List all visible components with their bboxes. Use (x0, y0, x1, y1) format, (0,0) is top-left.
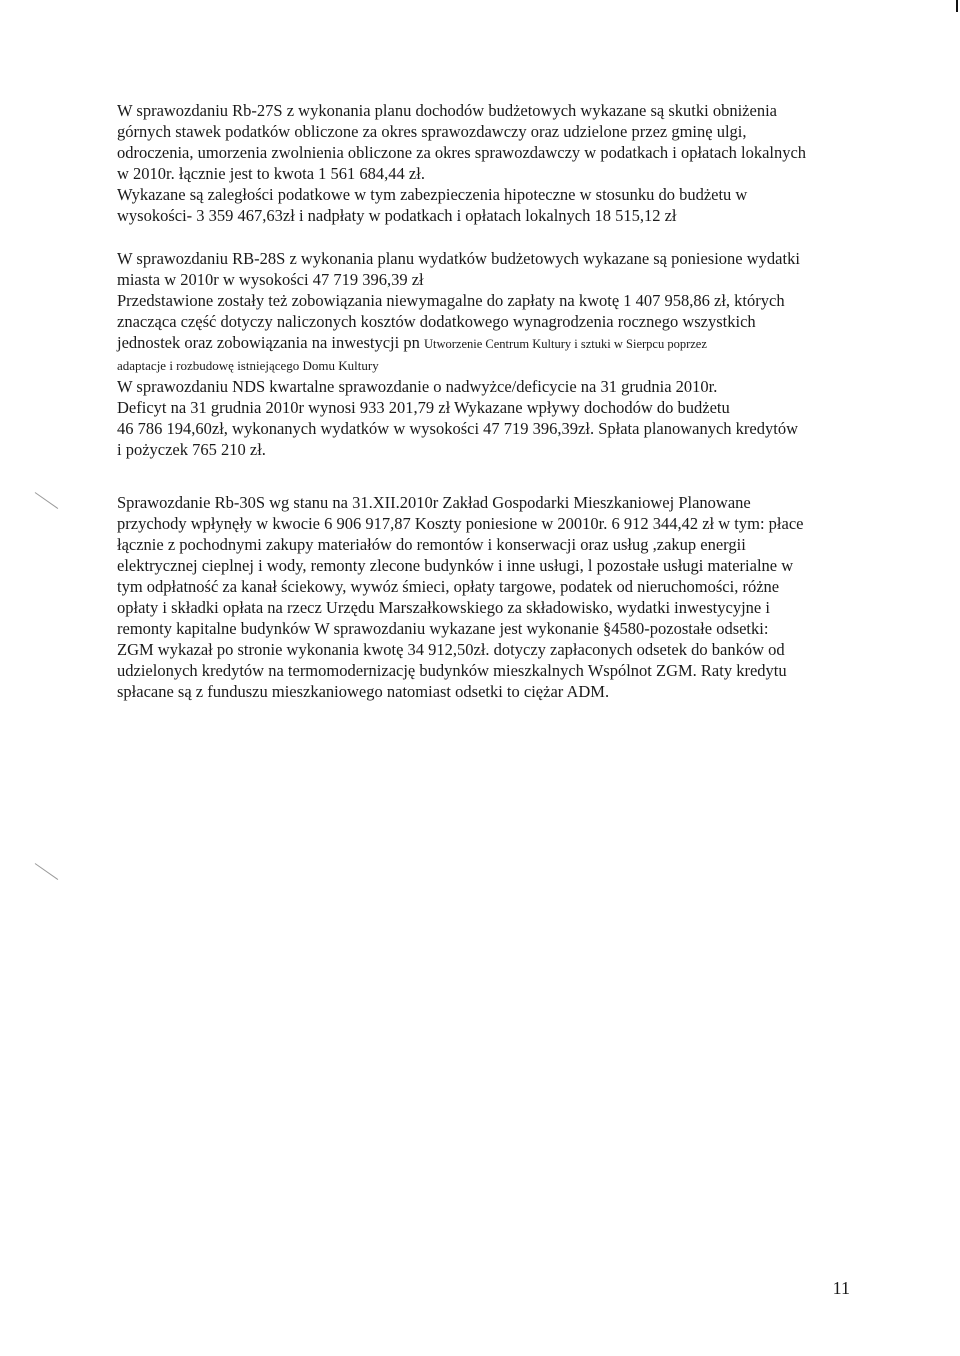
paragraph-rb27s (117, 100, 841, 226)
text-line: opłaty i składki opłata na rzecz Urzędu Marszałkowskiego za składowisko, wydatki inwestycyjne i (117, 598, 770, 617)
text-line: Deficyt na 31 grudnia 2010r wynosi 933 201,79 zł Wykazane wpływy dochodów do budżetu (117, 398, 730, 417)
paragraph-rb30s (117, 492, 841, 702)
text-line: przychody wpłynęły w kwocie 6 906 917,87 Koszty poniesione w 20010r. 6 912 344,42 zł w tym: płace (117, 514, 804, 533)
text-line: 46 786 194,60zł, wykonanych wydatków w wysokości 47 719 396,39zł. Spłata planowanych kredytów (117, 419, 798, 438)
text-line: górnych stawek podatków obliczone za okres sprawozdawczy oraz udzielone przez gminę ulgi, (117, 122, 747, 141)
text-line: odroczenia, umorzenia zwolnienia obliczone za okres sprawozdawczy w podatkach i opłatach lokalnych (117, 143, 807, 162)
text-line: W sprawozdaniu RB-28S z wykonania planu wydatków budżetowych wykazane są poniesione wydatki (117, 249, 800, 268)
text-line: remonty kapitalne budynków W sprawozdaniu wykazane jest wykonanie §4580-pozostałe odsetki: (117, 619, 769, 638)
scan-mark (35, 863, 59, 880)
text-line: W sprawozdaniu NDS kwartalne sprawozdanie o nadwyżce/deficycie na 31 grudnia 2010r. (117, 377, 718, 396)
text-line: łącznie z pochodnymi zakupy materiałów do remontów i konserwacji oraz usług ,zakup energii (117, 535, 746, 554)
text-line: i pożyczek 765 210 zł. (117, 440, 266, 459)
paragraph-rb28s (117, 248, 841, 460)
text-line: udzielonych kredytów na termomodernizację budynków mieszkalnych Wspólnot ZGM. Raty kredytu (117, 661, 787, 680)
text-line: miasta w 2010r w wysokości 47 719 396,39 zł (117, 270, 424, 289)
text-line: znacząca część dotyczy naliczonych kosztów dodatkowego wynagrodzenia rocznego wszystkich (117, 312, 756, 331)
text-line: Przedstawione zostały też zobowiązania niewymagalne do zapłaty na kwotę 1 407 958,86 zł, których (117, 291, 785, 310)
text-line: wysokości- 3 359 467,63zł i nadpłaty w podatkach i opłatach lokalnych 18 515,12 zł (117, 206, 677, 225)
text-run: jednostek oraz zobowiązania na inwestycji pn (117, 333, 420, 352)
text-line: spłacane są z funduszu mieszkaniowego natomiast odsetki to ciężar ADM. (117, 682, 610, 701)
text-line: W sprawozdaniu Rb-27S z wykonania planu dochodów budżetowych wykazane są skutki obniżenia (117, 101, 777, 120)
small-text-run: Utworzenie Centrum Kultury i sztuki w Sierpcu poprzez (423, 337, 707, 351)
page-number: 11 (832, 1278, 850, 1298)
scan-mark (35, 492, 59, 509)
text-line: elektrycznej cieplnej i wody, remonty zlecone budynków i inne usługi, l pozostałe usługi materialne w (117, 556, 794, 575)
text-line: tym odpłatność za kanał ściekowy, wywóz śmieci, opłaty targowe, podatek od nieruchomości, różne (117, 577, 780, 596)
text-line: Wykazane są zaległości podatkowe w tym zabezpieczenia hipoteczne w stosunku do budżetu w (117, 185, 748, 204)
scan-edge-mark (956, 0, 958, 12)
text-line: ZGM wykazał po stronie wykonania kwotę 34 912,50zł. dotyczy zapłaconych odsetek do banków od (117, 640, 785, 659)
text-line: Sprawozdanie Rb-30S wg stanu na 31.XII.2010r Zakład Gospodarki Mieszkaniowej Planowane (117, 493, 751, 512)
text-line: w 2010r. łącznie jest to kwota 1 561 684,44 zł. (117, 164, 425, 183)
small-text-line: adaptacje i rozbudowę istniejącego Domu Kultury (117, 358, 379, 373)
text-line (117, 332, 841, 355)
